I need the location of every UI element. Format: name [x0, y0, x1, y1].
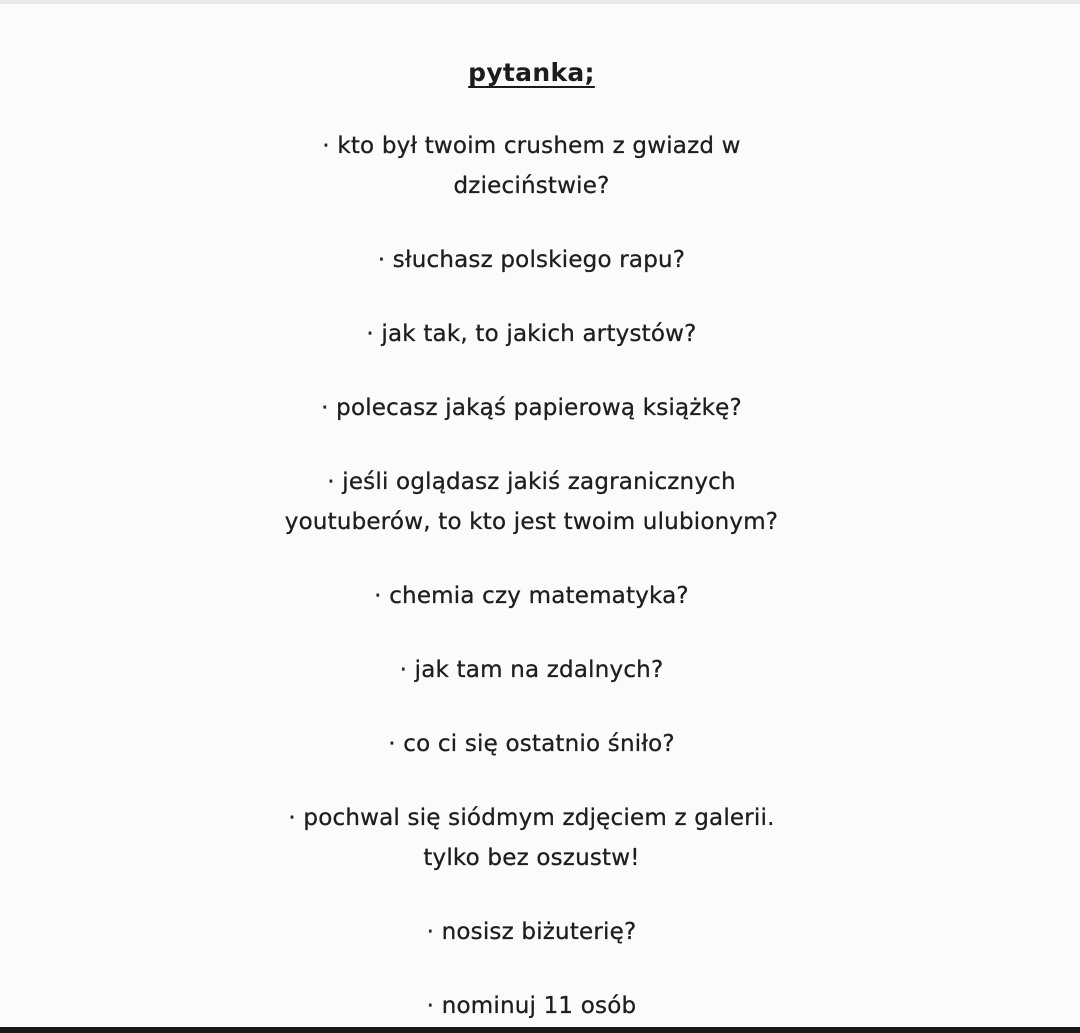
question-line: · chemia czy matematyka? — [374, 583, 689, 609]
question-item — [0, 576, 1063, 616]
question-line: dzieciństwie? — [453, 173, 610, 199]
question-line: · jeśli oglądasz jakiś zagranicznych — [327, 469, 736, 495]
question-item — [0, 462, 1063, 542]
question-item — [0, 240, 1063, 280]
question-line: tylko bez oszustw! — [423, 845, 640, 871]
question-line: · nosisz biżuterię? — [426, 919, 637, 945]
question-line: · jak tak, to jakich artystów? — [366, 321, 697, 347]
question-line: · polecasz jakąś papierową książkę? — [321, 395, 742, 421]
question-line: · pochwal się siódmym zdjęciem z galerii. — [288, 805, 775, 831]
page-title: pytanka; — [468, 58, 595, 87]
question-line: · nominuj 11 osób — [426, 993, 637, 1019]
question-item — [0, 388, 1063, 428]
bottom-bar — [0, 1027, 1080, 1033]
question-line: youtuberów, to kto jest twoim ulubionym? — [284, 509, 779, 535]
paper-sheet — [0, 4, 1080, 1027]
question-item — [0, 650, 1063, 690]
question-line: · jak tam na zdalnych? — [399, 657, 664, 683]
question-item — [0, 724, 1063, 764]
question-line: · co ci się ostatnio śniło? — [388, 731, 675, 757]
question-item — [0, 912, 1063, 952]
question-item — [0, 126, 1063, 206]
question-line: · słuchasz polskiego rapu? — [377, 247, 686, 273]
question-item — [0, 986, 1063, 1026]
question-line: · kto był twoim crushem z gwiazd w — [322, 133, 741, 159]
question-item — [0, 314, 1063, 354]
question-item — [0, 798, 1063, 878]
